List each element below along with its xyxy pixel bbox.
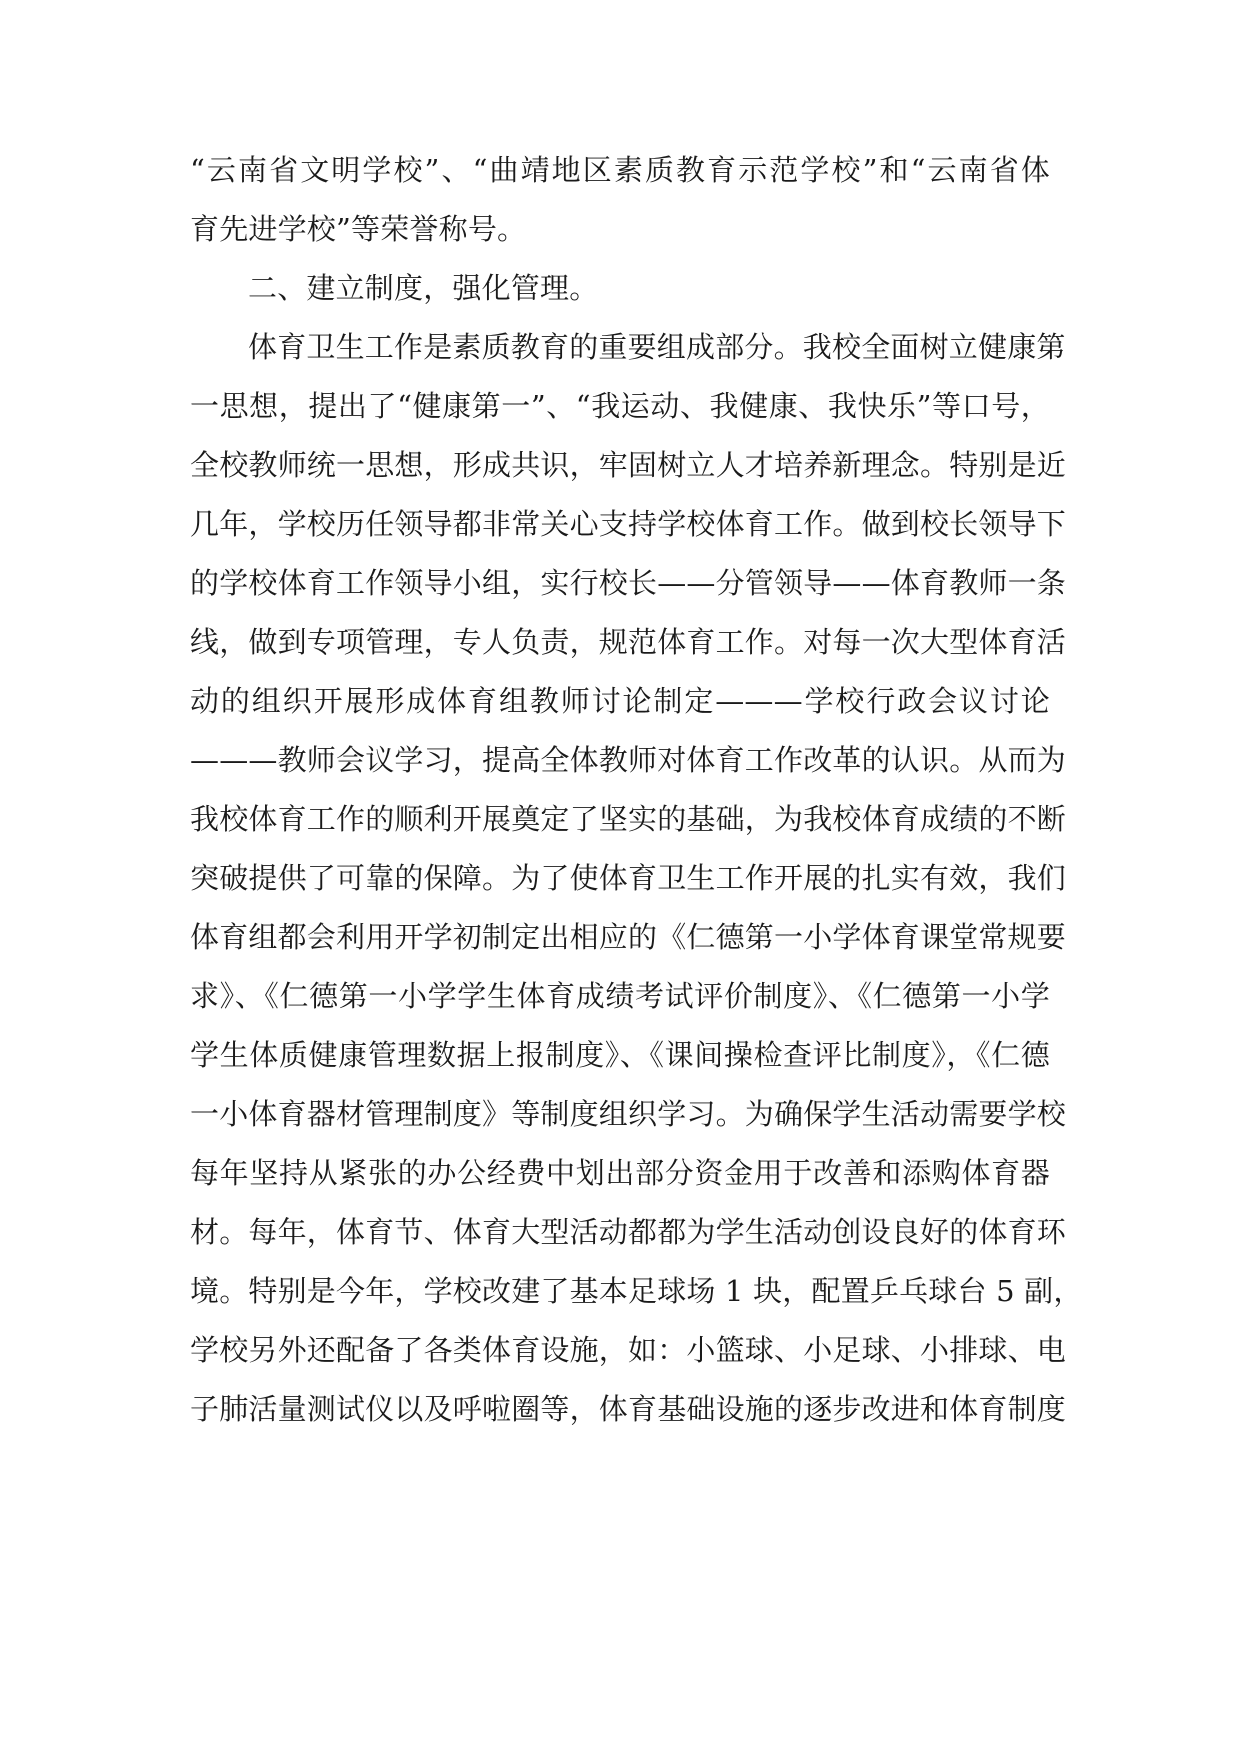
text-line-12: 我校体育工作的顺利开展奠定了坚实的基础，为我校体育成绩的不断	[190, 802, 1067, 836]
text-line-5: 一思想，提出了“健康第一”、“我运动、我健康、我快乐”等口号，	[190, 389, 1050, 423]
text-line-9: 线，做到专项管理，专人负责，规范体育工作。对每一次大型体育活	[190, 625, 1067, 659]
section-heading: 二、建立制度，强化管理。	[248, 271, 599, 305]
text-line-8: 的学校体育工作领导小组，实行校长——分管领导——体育教师一条	[190, 566, 1067, 600]
text-line-11: ———教师会议学习，提高全体教师对体育工作改革的认识。从而为	[190, 743, 1067, 777]
text-line-2: 育先进学校”等荣誉称号。	[190, 212, 527, 246]
text-line-10: 动的组织开展形成体育组教师讨论制定———学校行政会议讨论	[190, 684, 1050, 718]
text-line-1: “云南省文明学校”、“曲靖地区素质教育示范学校”和“云南省体	[190, 153, 1050, 187]
text-line-13: 突破提供了可靠的保障。为了使体育卫生工作开展的扎实有效，我们	[190, 861, 1067, 895]
paragraph-first-line: 体育卫生工作是素质教育的重要组成部分。我校全面树立健康第	[248, 330, 1066, 364]
text-line-18: 每年坚持从紧张的办公经费中划出部分资金用于改善和添购体育器	[190, 1156, 1050, 1190]
text-line-6: 全校教师统一思想，形成共识，牢固树立人才培养新理念。特别是近	[190, 448, 1067, 482]
text-line-22: 子肺活量测试仪以及呼啦圈等，体育基础设施的逐步改进和体育制度	[190, 1392, 1067, 1426]
text-line-19: 材。每年，体育节、体育大型活动都都为学生活动创设良好的体育环	[190, 1215, 1067, 1249]
text-line-20: 境。特别是今年，学校改建了基本足球场 1 块，配置乒乓球台 5 副，	[190, 1274, 1083, 1308]
text-line-21: 学校另外还配备了各类体育设施，如：小篮球、小足球、小排球、电	[190, 1333, 1067, 1367]
text-line-7: 几年，学校历任领导都非常关心支持学校体育工作。做到校长领导下	[190, 507, 1067, 541]
text-line-16: 学生体质健康管理数据上报制度》、《课间操检查评比制度》，《仁德	[190, 1038, 1050, 1072]
text-line-17: 一小体育器材管理制度》等制度组织学习。为确保学生活动需要学校	[190, 1097, 1067, 1131]
text-line-15: 求》、《仁德第一小学学生体育成绩考试评价制度》、《仁德第一小学	[190, 979, 1050, 1013]
text-line-14: 体育组都会利用开学初制定出相应的《仁德第一小学体育课堂常规要	[190, 920, 1067, 954]
